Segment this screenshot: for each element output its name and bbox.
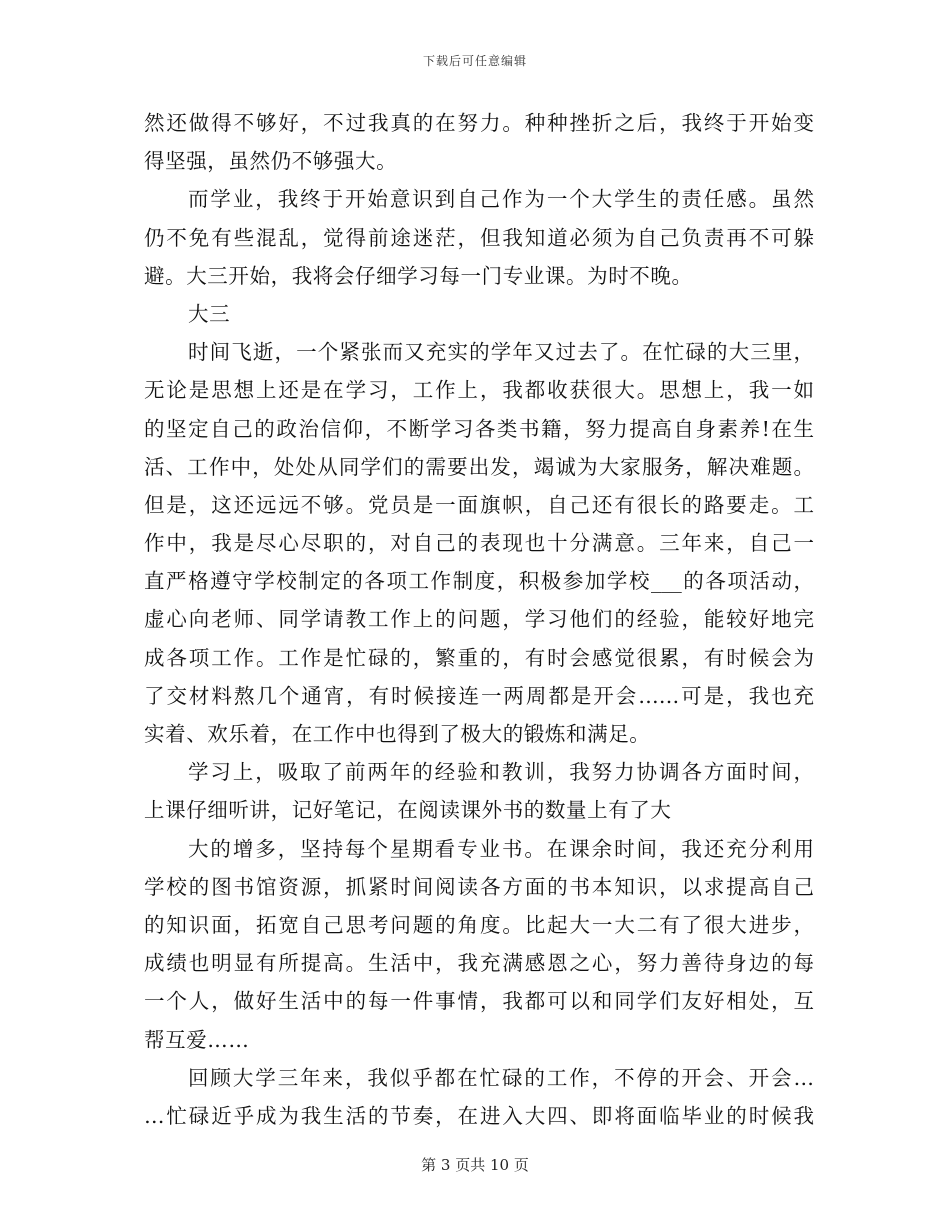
text-line: 得坚强，虽然仍不够强大。 bbox=[144, 149, 398, 174]
text-line: 避。大三开始，我将会仔细学习每一门专业课。为时不晚。 bbox=[144, 263, 693, 288]
text-line: 活、工作中，处处从同学们的需要出发，竭诚为大家服务，解决难题。 bbox=[144, 454, 814, 479]
text-line: 实着、欢乐着，在工作中也得到了极大的锻炼和满足。 bbox=[144, 722, 651, 746]
text-line: 仍不免有些混乱，觉得前途迷茫，但我知道必须为自己负责再不可躲 bbox=[144, 225, 814, 250]
page-number: 第 3 页共 10 页 bbox=[421, 1156, 529, 1174]
text-line: 作中，我是尽心尽职的，对自己的表现也十分满意。三年来，自己一 bbox=[144, 531, 814, 556]
text-line: 直严格遵守学校制定的各项工作制度，积极参加学校___的各项活动， bbox=[144, 569, 814, 594]
text-line: …忙碌近乎成为我生活的节奏，在进入大四、即将面临毕业的时候我 bbox=[144, 1103, 814, 1128]
document-body bbox=[144, 104, 814, 1135]
text-line: 了交材料熬几个通宵，有时候接连一两周都是开会……可是，我也充 bbox=[144, 683, 814, 708]
text-line: 的坚定自己的政治信仰，不断学习各类书籍，努力提高自身素养!在生 bbox=[144, 416, 814, 441]
text-line: 虚心向老师、同学请教工作上的问题，学习他们的经验，能较好地完 bbox=[144, 607, 814, 632]
text-line: 帮互爱…… bbox=[144, 1027, 250, 1052]
text-line: 大的增多，坚持每个星期看专业书。在课余时间，我还充分利用 bbox=[188, 836, 814, 861]
text-line: 上课仔细听讲，记好笔记，在阅读课外书的数量上有了大 bbox=[144, 798, 672, 823]
text-line: 学校的图书馆资源，抓紧时间阅读各方面的书本知识，以求提高自己 bbox=[144, 874, 814, 899]
text-line: 回顾大学三年来，我似乎都在忙碌的工作，不停的开会、开会… bbox=[188, 1065, 814, 1090]
text-line: 无论是思想上还是在学习，工作上，我都收获很大。思想上，我一如 bbox=[144, 378, 814, 403]
text-line: 成各项工作。工作是忙碌的，繁重的，有时会感觉很累，有时候会为 bbox=[144, 645, 814, 670]
text-line: 学习上，吸取了前两年的经验和教训，我努力协调各方面时间， bbox=[188, 760, 814, 785]
text-line: 然还做得不够好，不过我真的在努力。种种挫折之后，我终于开始变 bbox=[144, 111, 814, 135]
text-line: 成绩也明显有所提高。生活中，我充满感恩之心，努力善待身边的每 bbox=[144, 951, 814, 976]
section-heading: 大三 bbox=[188, 301, 231, 326]
text-line: 一个人，做好生活中的每一件事情，我都可以和同学们友好相处，互 bbox=[144, 989, 814, 1014]
text-line: 而学业，我终于开始意识到自己作为一个大学生的责任感。虽然 bbox=[188, 187, 814, 212]
page-header: 下载后可任意编辑 bbox=[422, 54, 527, 68]
text-line: 时间飞逝，一个紧张而又充实的学年又过去了。在忙碌的大三里， bbox=[188, 340, 814, 365]
text-line: 但是，这还远远不够。党员是一面旗帜，自己还有很长的路要走。工 bbox=[144, 492, 814, 517]
text-line: 的知识面，拓宽自己思考问题的角度。比起大一大二有了很大进步， bbox=[144, 912, 814, 937]
